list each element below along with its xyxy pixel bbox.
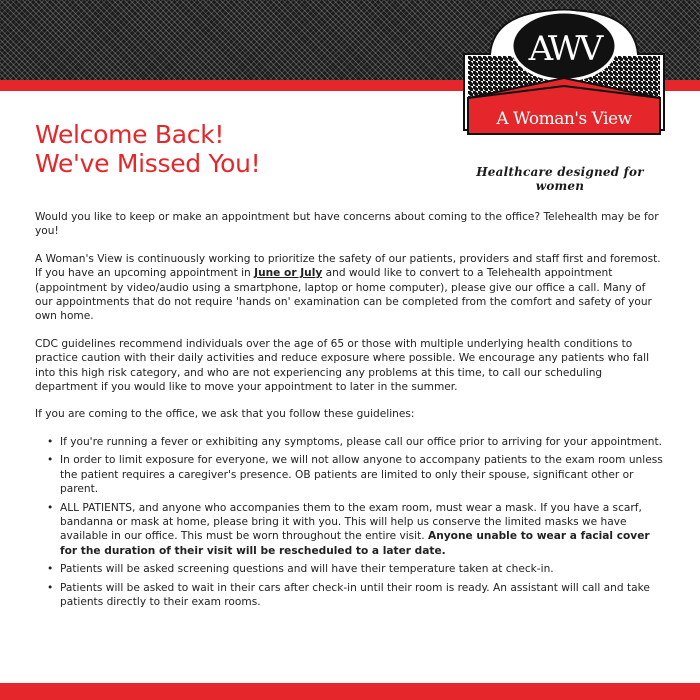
footer-red-stripe — [0, 683, 700, 700]
letter-body — [35, 210, 665, 613]
telehealth-paragraph — [35, 252, 665, 324]
telehealth-text-a: A Woman's View is continuously working to prioritize the safety of our patients, providers and staff first and foremost. If you have an upcoming appointment in — [35, 252, 661, 280]
headline-line-2: We've Missed You! — [35, 149, 261, 178]
month-emphasis: June or July — [254, 267, 323, 280]
logo-name: A Woman's View — [496, 109, 632, 129]
mask-text: ALL PATIENTS, and anyone who accompanies them to the exam room, must wear a mask. If you have a scarf, bandanna or mask at home, please bring it with you. This will help us conserve the limited masks we have available in our office. This must be worn throughout the entire visit. — [60, 501, 642, 543]
page-headline — [35, 120, 365, 178]
list-item: • Patients will be asked to wait in their cars after check-in until their room is ready. An assistant will call and take patients directly to their exam rooms. — [47, 581, 665, 610]
list-item: • If you're running a fever or exhibiting any symptoms, please call our office prior to arriving for your appointment. — [47, 435, 665, 449]
guidelines-intro: If you are coming to the office, we ask that you follow these guidelines: — [35, 408, 415, 421]
awv-logo — [458, 6, 670, 142]
cdc-paragraph: CDC guidelines recommend individuals over the age of 65 or those with multiple underlying health conditions to practice caution with their daily activities and reduce exposure where possible. We encourage any patients who fall into this high risk category, and who are not experiencing any problems at this time, to call our scheduling department if you would like to move your appointment to later in the summer. — [35, 337, 650, 394]
telehealth-text-b: and would like to convert to a Telehealth appointment (appointment by video/audio using a smartphone, laptop or home computer), please give our office a call. Many of our appointments that do not require 'hands on' examination can be completed from the comfort and safety of your own home. — [35, 267, 652, 323]
guidelines-list — [47, 435, 665, 609]
logo-monogram: AWV — [528, 29, 600, 69]
mask-warning: Anyone unable to wear a facial cover for the duration of their visit will be rescheduled to a later date. — [60, 530, 650, 557]
intro-paragraph: Would you like to keep or make an appointment but have concerns about coming to the office? Telehealth may be for you! — [35, 211, 659, 238]
list-item: • In order to limit exposure for everyone, we will not allow anyone to accompany patients to the exam room unless the patient requires a caregiver's presence. OB patients are limited to only their spouse, significant other or parent. — [47, 453, 665, 496]
list-item — [47, 501, 665, 559]
headline-line-1: Welcome Back! — [35, 120, 225, 149]
list-item: • Patients will be asked screening questions and will have their temperature taken at check-in. — [47, 562, 665, 576]
logo-tagline: Healthcare designed for women — [476, 165, 644, 193]
